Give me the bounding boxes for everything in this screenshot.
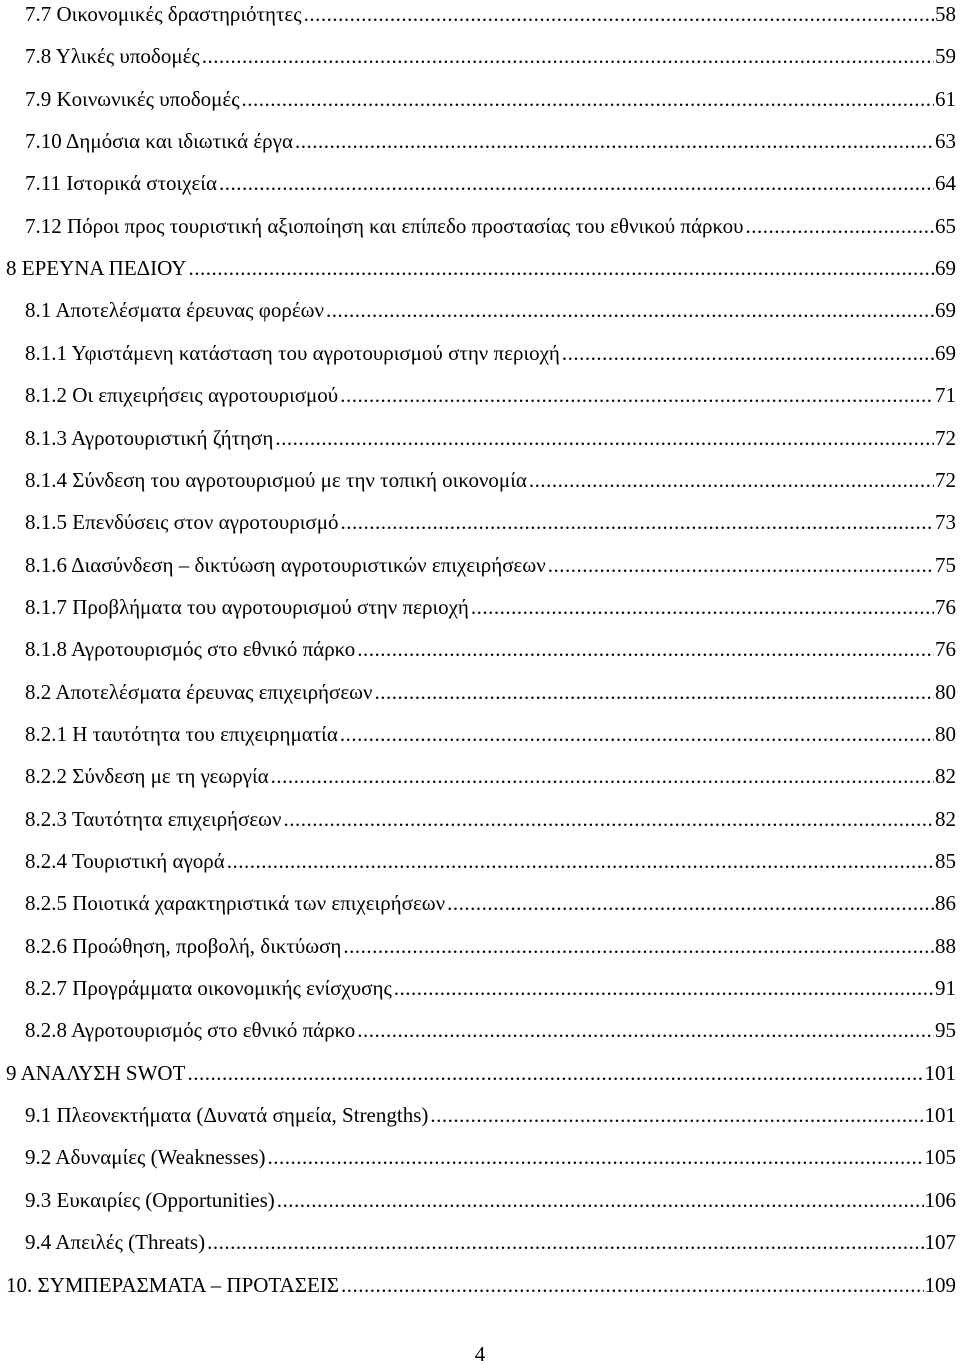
toc-entry-title: 8.2.8 Αγροτουρισμός στο εθνικό πάρκο bbox=[25, 1018, 356, 1043]
toc-entry-page: 69 bbox=[935, 340, 956, 365]
toc-entry-title: 7.11 Ιστορικά στοιχεία bbox=[25, 171, 217, 196]
toc-entry-title: 8.1.6 Διασύνδεση – δικτύωση αγροτουριστικών επιχειρήσεων bbox=[25, 552, 546, 577]
toc-entry-page: 72 bbox=[935, 467, 956, 492]
toc-entry[interactable] bbox=[25, 755, 960, 797]
toc-entry-page: 76 bbox=[935, 594, 956, 619]
toc-entry-page: 80 bbox=[935, 679, 956, 704]
dot-leader bbox=[188, 247, 934, 289]
toc-entry[interactable] bbox=[25, 417, 960, 459]
toc-entry-page: 80 bbox=[935, 721, 956, 746]
toc-entry-title: 8.2.3 Ταυτότητα επιχειρήσεων bbox=[25, 806, 282, 831]
toc-entry[interactable] bbox=[25, 1221, 960, 1263]
toc-entry-page: 88 bbox=[935, 933, 956, 958]
dot-leader bbox=[304, 0, 934, 35]
dot-leader bbox=[275, 417, 934, 459]
toc-entry-page: 101 bbox=[924, 1060, 956, 1085]
dot-leader bbox=[227, 840, 934, 882]
toc-entry-title: 9.2 Αδυναμίες (Weaknesses) bbox=[25, 1145, 266, 1170]
toc-entry[interactable] bbox=[25, 1136, 960, 1178]
toc-entry-title: 8.1.3 Αγροτουριστική ζήτηση bbox=[25, 425, 274, 450]
toc-entry[interactable] bbox=[25, 289, 960, 331]
toc-entry-page: 61 bbox=[935, 86, 956, 111]
toc-entry[interactable] bbox=[25, 1179, 960, 1221]
dot-leader bbox=[357, 1009, 934, 1051]
toc-entry-title: 8.1 Αποτελέσματα έρευνας φορέων bbox=[25, 298, 324, 323]
toc-entry-title: 8.1.5 Επενδύσεις στον αγροτουρισμό bbox=[25, 510, 339, 535]
toc-entry-title: 8.1.8 Αγροτουρισμός στο εθνικό πάρκο bbox=[25, 637, 356, 662]
toc-entry-title: 7.8 Υλικές υποδομές bbox=[25, 44, 200, 69]
dot-leader bbox=[242, 78, 934, 120]
toc-entry-page: 91 bbox=[935, 976, 956, 1001]
toc-entry-page: 65 bbox=[935, 213, 956, 238]
toc-entry[interactable] bbox=[25, 798, 960, 840]
dot-leader bbox=[219, 162, 934, 204]
toc-entry[interactable] bbox=[25, 628, 960, 670]
toc-entry-title: 9.3 Ευκαιρίες (Opportunities) bbox=[25, 1187, 275, 1212]
toc-entry-page: 59 bbox=[935, 44, 956, 69]
toc-entry-page: 69 bbox=[935, 298, 956, 323]
toc-entry[interactable] bbox=[25, 840, 960, 882]
toc-entry[interactable] bbox=[25, 544, 960, 586]
toc-entry[interactable] bbox=[25, 35, 960, 77]
toc-entry-title: 8.2.7 Προγράμματα οικονομικής ενίσχυσης bbox=[25, 976, 392, 1001]
dot-leader bbox=[187, 1052, 923, 1094]
dot-leader bbox=[341, 1264, 924, 1306]
toc-entry-page: 73 bbox=[935, 510, 956, 535]
toc-entry[interactable] bbox=[25, 967, 960, 1009]
toc-entry[interactable] bbox=[25, 501, 960, 543]
toc-entry[interactable] bbox=[25, 332, 960, 374]
dot-leader bbox=[271, 755, 934, 797]
toc-entry-title: 8.1.2 Οι επιχειρήσεις αγροτουρισμού bbox=[25, 383, 339, 408]
dot-leader bbox=[447, 882, 934, 924]
toc-entry[interactable] bbox=[25, 1009, 960, 1051]
toc-entry-page: 86 bbox=[935, 891, 956, 916]
toc-entry-title: 8.1.1 Υφιστάμενη κατάσταση του αγροτουρισμού στην περιοχή bbox=[25, 340, 560, 365]
toc-entry-page: 95 bbox=[935, 1018, 956, 1043]
page-number: 4 bbox=[474, 1342, 486, 1366]
toc-entry-page: 82 bbox=[935, 764, 956, 789]
toc-entry[interactable] bbox=[6, 1264, 960, 1306]
dot-leader bbox=[268, 1136, 924, 1178]
dot-leader bbox=[471, 586, 934, 628]
toc-entry-page: 63 bbox=[935, 129, 956, 154]
dot-leader bbox=[430, 1094, 923, 1136]
toc-entry-page: 75 bbox=[935, 552, 956, 577]
toc-entry[interactable] bbox=[25, 713, 960, 755]
dot-leader bbox=[277, 1179, 924, 1221]
toc-entry[interactable] bbox=[25, 78, 960, 120]
dot-leader bbox=[357, 628, 934, 670]
toc-entry[interactable] bbox=[25, 162, 960, 204]
toc-entry-title: 10. ΣΥΜΠΕΡΑΣΜΑΤΑ – ΠΡΟΤΑΣΕΙΣ bbox=[6, 1272, 339, 1297]
toc-entry-title: 8.2.6 Προώθηση, προβολή, δικτύωση bbox=[25, 933, 342, 958]
dot-leader bbox=[340, 713, 934, 755]
toc-entry[interactable] bbox=[25, 586, 960, 628]
dot-leader bbox=[295, 120, 934, 162]
dot-leader bbox=[202, 35, 934, 77]
toc-entry[interactable] bbox=[25, 459, 960, 501]
dot-leader bbox=[548, 544, 934, 586]
toc-entry-page: 109 bbox=[924, 1272, 956, 1297]
toc-entry[interactable] bbox=[6, 247, 960, 289]
toc-entry-page: 85 bbox=[935, 849, 956, 873]
toc-entry[interactable] bbox=[25, 671, 960, 713]
dot-leader bbox=[283, 798, 934, 840]
dot-leader bbox=[326, 289, 934, 331]
toc-entry-title: 8.2 Αποτελέσματα έρευνας επιχειρήσεων bbox=[25, 679, 373, 704]
toc-entry-page: 101 bbox=[924, 1103, 956, 1128]
toc-entry[interactable] bbox=[25, 1094, 960, 1136]
toc-entry-title: 8.2.4 Τουριστική αγορά bbox=[25, 849, 225, 873]
toc-entry-title: 7.10 Δημόσια και ιδιωτικά έργα bbox=[25, 129, 293, 154]
toc-entry-title: 8.1.7 Προβλήματα του αγροτουρισμού στην περιοχή bbox=[25, 594, 469, 619]
toc-entry-page: 82 bbox=[935, 806, 956, 831]
toc-entry[interactable] bbox=[25, 120, 960, 162]
toc-entry[interactable] bbox=[25, 882, 960, 924]
toc-entry-title: 7.7 Οικονομικές δραστηριότητες bbox=[25, 2, 302, 26]
toc-entry-page: 71 bbox=[935, 383, 956, 408]
dot-leader bbox=[394, 967, 934, 1009]
toc-entry-page: 105 bbox=[924, 1145, 956, 1170]
dot-leader bbox=[207, 1221, 923, 1263]
toc-entry[interactable] bbox=[25, 925, 960, 967]
toc-entry-page: 72 bbox=[935, 425, 956, 450]
dot-leader bbox=[529, 459, 934, 501]
toc-entry[interactable] bbox=[25, 374, 960, 416]
toc-entry-title: 9.4 Απειλές (Threats) bbox=[25, 1230, 206, 1255]
dot-leader bbox=[343, 925, 934, 967]
dot-leader bbox=[745, 205, 934, 247]
toc-entry-title: 8.2.1 Η ταυτότητα του επιχειρηματία bbox=[25, 721, 338, 746]
dot-leader bbox=[375, 671, 935, 713]
toc-entry-title: 8.2.5 Ποιοτικά χαρακτηριστικά των επιχειρήσεων bbox=[25, 891, 446, 916]
toc-entry-title: 9 ΑΝΑΛΥΣΗ SWOT bbox=[6, 1060, 186, 1085]
toc-entry-page: 76 bbox=[935, 637, 956, 662]
toc-entry-page: 69 bbox=[935, 256, 956, 281]
toc-entry-title: 7.12 Πόροι προς τουριστική αξιοποίηση και επίπεδο προστασίας του εθνικού πάρκου bbox=[25, 213, 744, 238]
toc-entry-page: 107 bbox=[924, 1230, 956, 1255]
toc-entry[interactable] bbox=[25, 205, 960, 247]
toc-entry-page: 64 bbox=[935, 171, 956, 196]
dot-leader bbox=[562, 332, 934, 374]
toc-entry-title: 7.9 Κοινωνικές υποδομές bbox=[25, 86, 240, 111]
toc-entry-page: 106 bbox=[924, 1187, 956, 1212]
toc-entry-title: 8 ΕΡΕΥΝΑ ΠΕΔΙΟΥ bbox=[6, 256, 187, 281]
toc-entry-page: 58 bbox=[935, 2, 956, 26]
toc-entry-title: 9.1 Πλεονεκτήματα (Δυνατά σημεία, Strengths) bbox=[25, 1103, 429, 1128]
toc-entry-title: 8.2.2 Σύνδεση με τη γεωργία bbox=[25, 764, 269, 789]
dot-leader bbox=[340, 501, 934, 543]
toc-entry[interactable] bbox=[6, 1052, 960, 1094]
dot-leader bbox=[340, 374, 934, 416]
toc-entry[interactable] bbox=[25, 0, 960, 35]
toc-entry-title: 8.1.4 Σύνδεση του αγροτουρισμού με την τοπική οικονομία bbox=[25, 467, 527, 492]
